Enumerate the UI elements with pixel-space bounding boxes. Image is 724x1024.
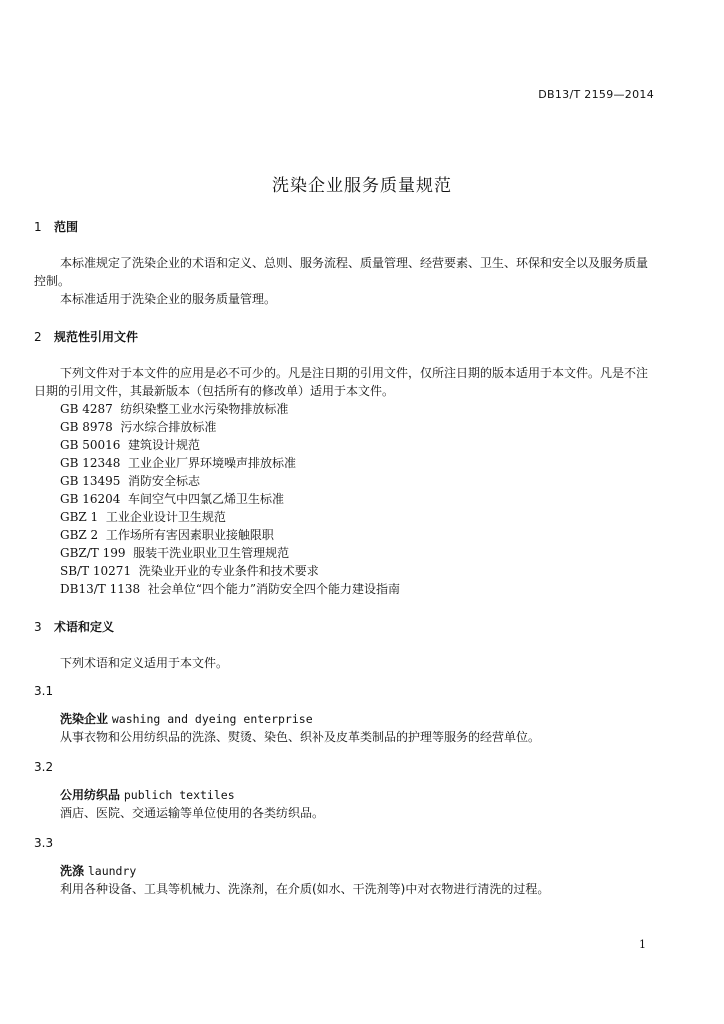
section-heading-terms: [34, 618, 658, 636]
term-number: 3.3: [34, 836, 54, 850]
reference-item: GBZ 1 工业企业设计卫生规范: [60, 510, 226, 524]
page-number: 1: [639, 938, 646, 951]
section-number: 2: [34, 330, 42, 344]
term-number: 3.1: [34, 684, 54, 698]
scope-paragraph-2: 本标准适用于洗染企业的服务质量管理。: [60, 292, 277, 306]
reference-item: GB 16204 车间空气中四氯乙烯卫生标准: [60, 492, 285, 506]
section-title: 术语和定义: [54, 620, 115, 634]
section-heading-refs: [34, 328, 658, 346]
document-body: [34, 218, 658, 898]
reference-item: GB 8978 污水综合排放标准: [60, 420, 217, 434]
scope-paragraph-1: 本标准规定了洗染企业的术语和定义、总则、服务流程、质量管理、经营要素、卫生、环保和安全以及服务质量控制。: [34, 256, 649, 288]
refs-intro: 下列文件对于本文件的应用是必不可少的。凡是注日期的引用文件，仅所注日期的版本适用于本文件。凡是不注日期的引用文件，其最新版本（包括所有的修改单）适用于本文件。: [34, 366, 649, 398]
term-heading: 洗染企业 washing and dyeing enterprise: [60, 712, 313, 726]
section-title: 规范性引用文件: [54, 330, 139, 344]
document-title: 洗染企业服务质量规范: [272, 176, 452, 197]
reference-item: GBZ 2 工作场所有害因素职业接触限职: [60, 528, 274, 542]
term-heading: 公用纺织品 publich textiles: [60, 788, 235, 802]
term-definition: 利用各种设备、工具等机械力、洗涤剂，在介质(如水、干洗剂等)中对衣物进行清洗的过程。: [60, 882, 550, 896]
section-title: 范围: [54, 220, 79, 234]
section-number: 1: [34, 220, 42, 234]
section-number: 3: [34, 620, 42, 634]
term-definition: 从事衣物和公用纺织品的洗涤、熨烫、染色、织补及皮革类制品的护理等服务的经营单位。: [60, 730, 541, 744]
term-heading: 洗涤 laundry: [60, 864, 137, 878]
reference-item: GB 13495 消防安全标志: [60, 474, 201, 488]
reference-item: GB 50016 建筑设计规范: [60, 438, 201, 452]
reference-item: GBZ/T 199 服装干洗业职业卫生管理规范: [60, 546, 290, 560]
reference-list: [34, 400, 658, 598]
term-definition: 酒店、医院、交通运输等单位使用的各类纺织品。: [60, 806, 325, 820]
reference-item: DB13/T 1138 社会单位“四个能力”消防安全四个能力建设指南: [60, 582, 401, 596]
reference-item: GB 12348 工业企业厂界环境噪声排放标准: [60, 456, 297, 470]
reference-item: GB 4287 纺织染整工业水污染物排放标准: [60, 402, 289, 416]
document-code: DB13/T 2159—2014: [538, 88, 654, 101]
section-heading-scope: [34, 218, 658, 236]
reference-item: SB/T 10271 洗染业开业的专业条件和技术要求: [60, 564, 319, 578]
terms-intro: 下列术语和定义适用于本文件。: [60, 656, 229, 670]
term-number: 3.2: [34, 760, 54, 774]
